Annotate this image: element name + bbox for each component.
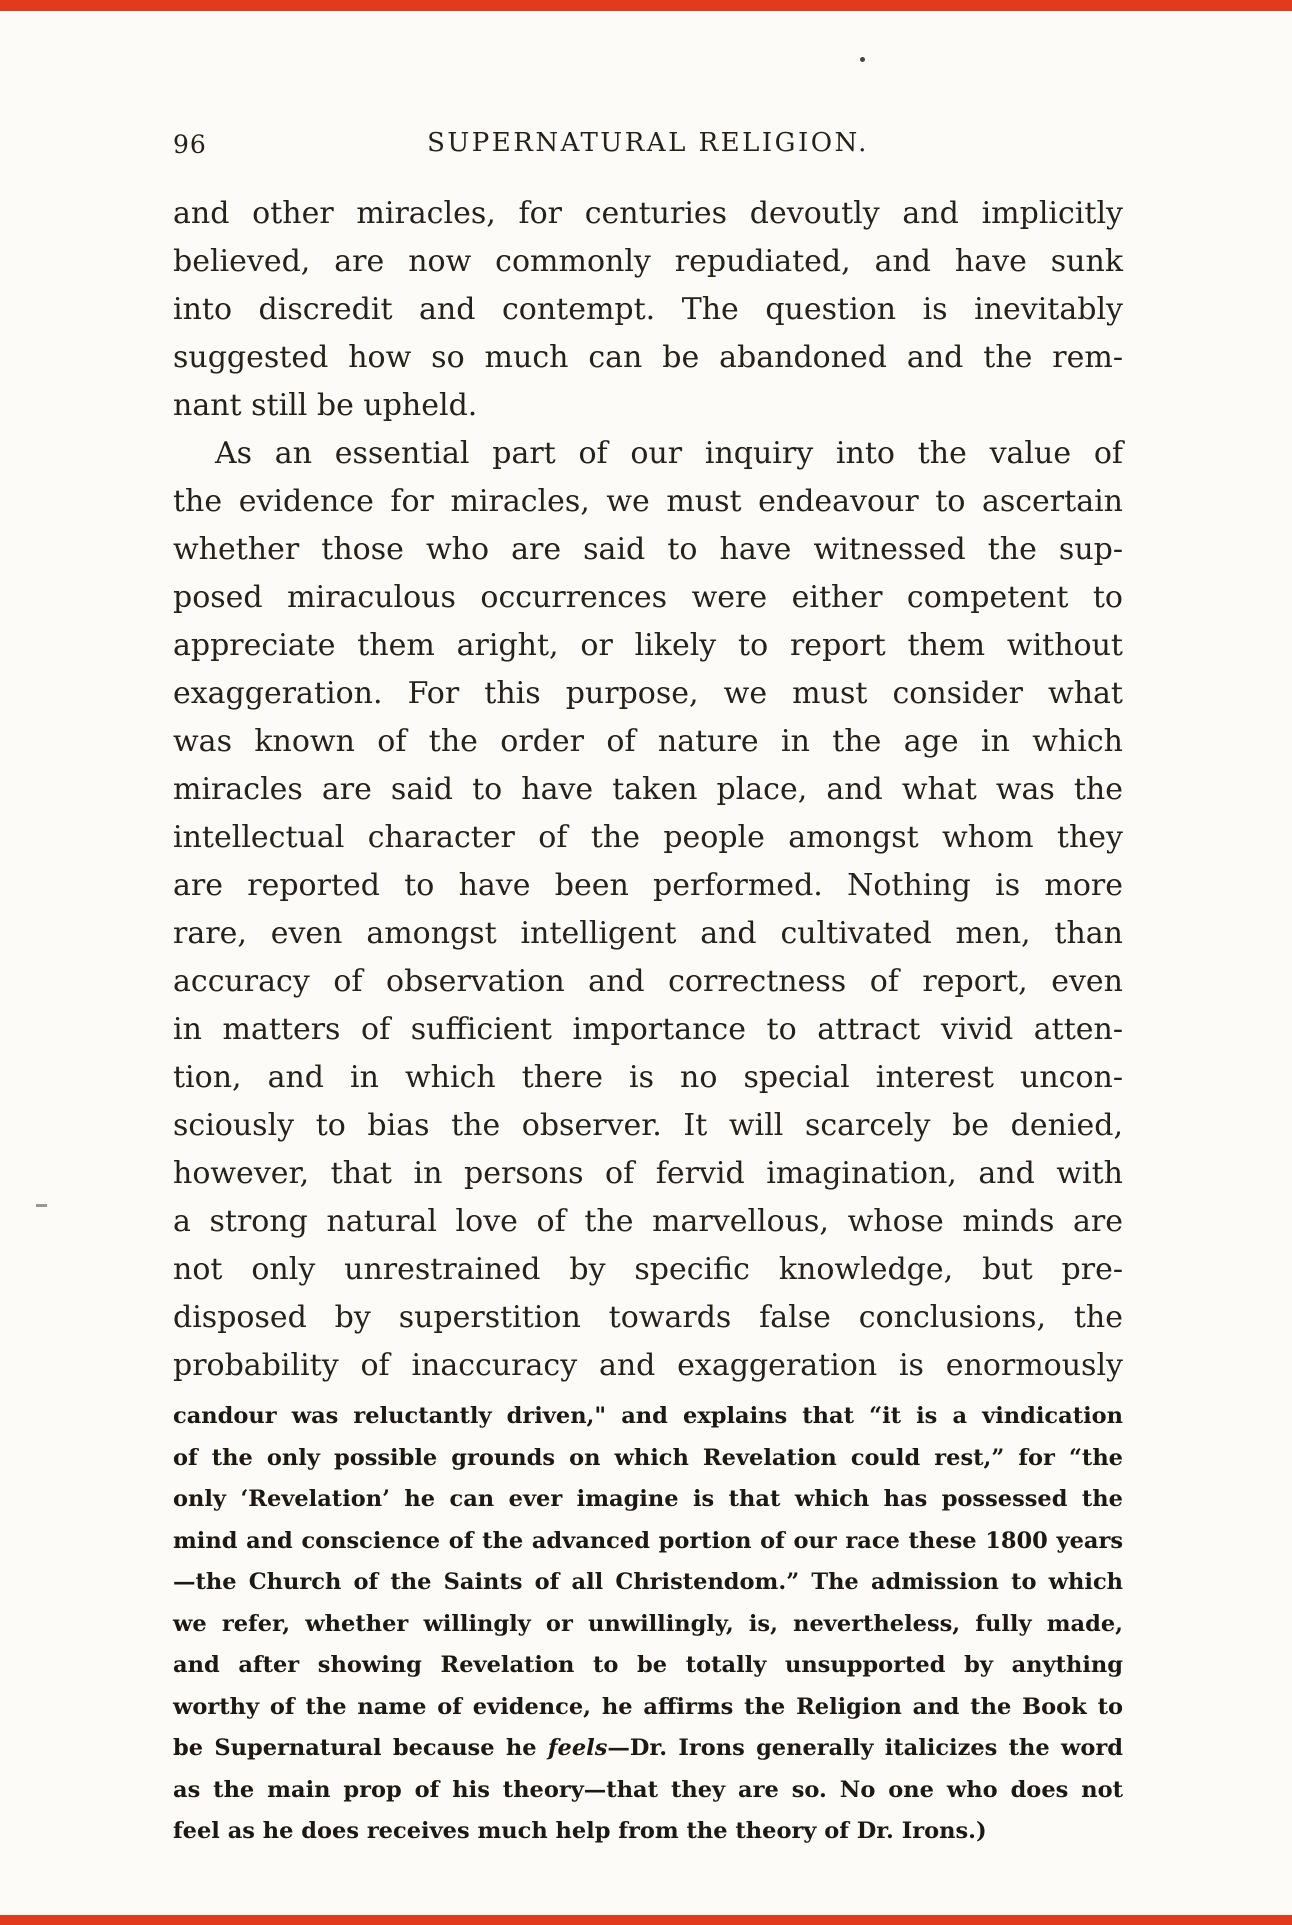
text-line: rare, even amongst intelligent and cultivated men, than xyxy=(173,916,1123,951)
text-line: posed miraculous occurrences were either competent to xyxy=(173,580,1123,615)
text-line: into discredit and contempt. The question is inevitably xyxy=(173,292,1123,327)
scan-artifact-dash xyxy=(36,1204,47,1207)
text-line: in matters of sufficient importance to attract vivid atten- xyxy=(173,1012,1123,1047)
text-line: not only unrestrained by specific knowledge, but pre- xyxy=(173,1252,1123,1287)
scan-edge-bar-bottom xyxy=(0,1915,1292,1925)
text-line: feel as he does receives much help from the theory of Dr. Irons.) xyxy=(173,1818,987,1844)
text-line: was known of the order of nature in the age in which xyxy=(173,724,1123,759)
paragraph xyxy=(173,1396,1123,1853)
text-line: miracles are said to have taken place, and what was the xyxy=(173,772,1123,807)
footnote-text xyxy=(173,1396,1123,1853)
text-line: sciously to bias the observer. It will scarcely be denied, xyxy=(173,1108,1123,1143)
text-line: whether those who are said to have witnessed the sup- xyxy=(173,532,1123,567)
text-line: a strong natural love of the marvellous, whose minds are xyxy=(173,1204,1123,1239)
text-line: and after showing Revelation to be totally unsupported by anything xyxy=(173,1652,1123,1678)
text-line: of the only possible grounds on which Revelation could rest,” for “the xyxy=(173,1444,1123,1471)
text-line: —the Church of the Saints of all Christendom.” The admission to which xyxy=(173,1569,1123,1595)
text-line: disposed by superstition towards false conclusions, the xyxy=(173,1300,1123,1335)
text-line: are reported to have been performed. Nothing is more xyxy=(173,868,1123,903)
text-line: appreciate them aright, or likely to report them without xyxy=(173,628,1123,663)
body-text xyxy=(173,190,1123,1390)
text-line: As an essential part of our inquiry into the value of xyxy=(215,436,1123,471)
text-line: mind and conscience of the advanced portion of our race these 1800 years xyxy=(173,1527,1123,1554)
text-line: and other miracles, for centuries devoutly and implicitly xyxy=(173,196,1123,231)
text-line: accuracy of observation and correctness of report, even xyxy=(173,964,1123,999)
paragraph xyxy=(173,190,1123,430)
text-line: as the main prop of his theory—that they are so. No one who does not xyxy=(173,1776,1123,1803)
page-number: 96 xyxy=(173,130,207,159)
text-line: tion, and in which there is no special interest uncon- xyxy=(173,1060,1123,1095)
text-line: nant still be upheld. xyxy=(173,388,478,423)
scan-artifact-dot xyxy=(860,57,865,62)
text-line: however, that in persons of fervid imagination, and with xyxy=(173,1156,1123,1191)
text-line: we refer, whether willingly or unwillingly, is, nevertheless, fully made, xyxy=(173,1610,1123,1637)
text-line: worthy of the name of evidence, he affirms the Religion and the Book to xyxy=(173,1693,1123,1720)
text-line: only ‘Revelation’ he can ever imagine is that which has possessed the xyxy=(173,1486,1123,1512)
text-line: believed, are now commonly repudiated, and have sunk xyxy=(173,244,1123,279)
running-title: SUPERNATURAL RELIGION. xyxy=(427,128,869,158)
page-header xyxy=(173,128,1123,170)
scan-edge-bar-top xyxy=(0,0,1292,11)
text-line: suggested how so much can be abandoned and the rem- xyxy=(173,340,1123,375)
text-line: probability of inaccuracy and exaggeration is enormously xyxy=(173,1348,1123,1383)
text-line: candour was reluctantly driven," and explains that “it is a vindication xyxy=(173,1403,1123,1429)
text-line: be Supernatural because he feels—Dr. Irons generally italicizes the word xyxy=(173,1735,1124,1761)
paragraph xyxy=(173,430,1123,1390)
text-line: the evidence for miracles, we must endeavour to ascertain xyxy=(173,484,1123,519)
text-line: exaggeration. For this purpose, we must consider what xyxy=(173,676,1123,711)
text-line: intellectual character of the people amongst whom they xyxy=(173,820,1123,855)
